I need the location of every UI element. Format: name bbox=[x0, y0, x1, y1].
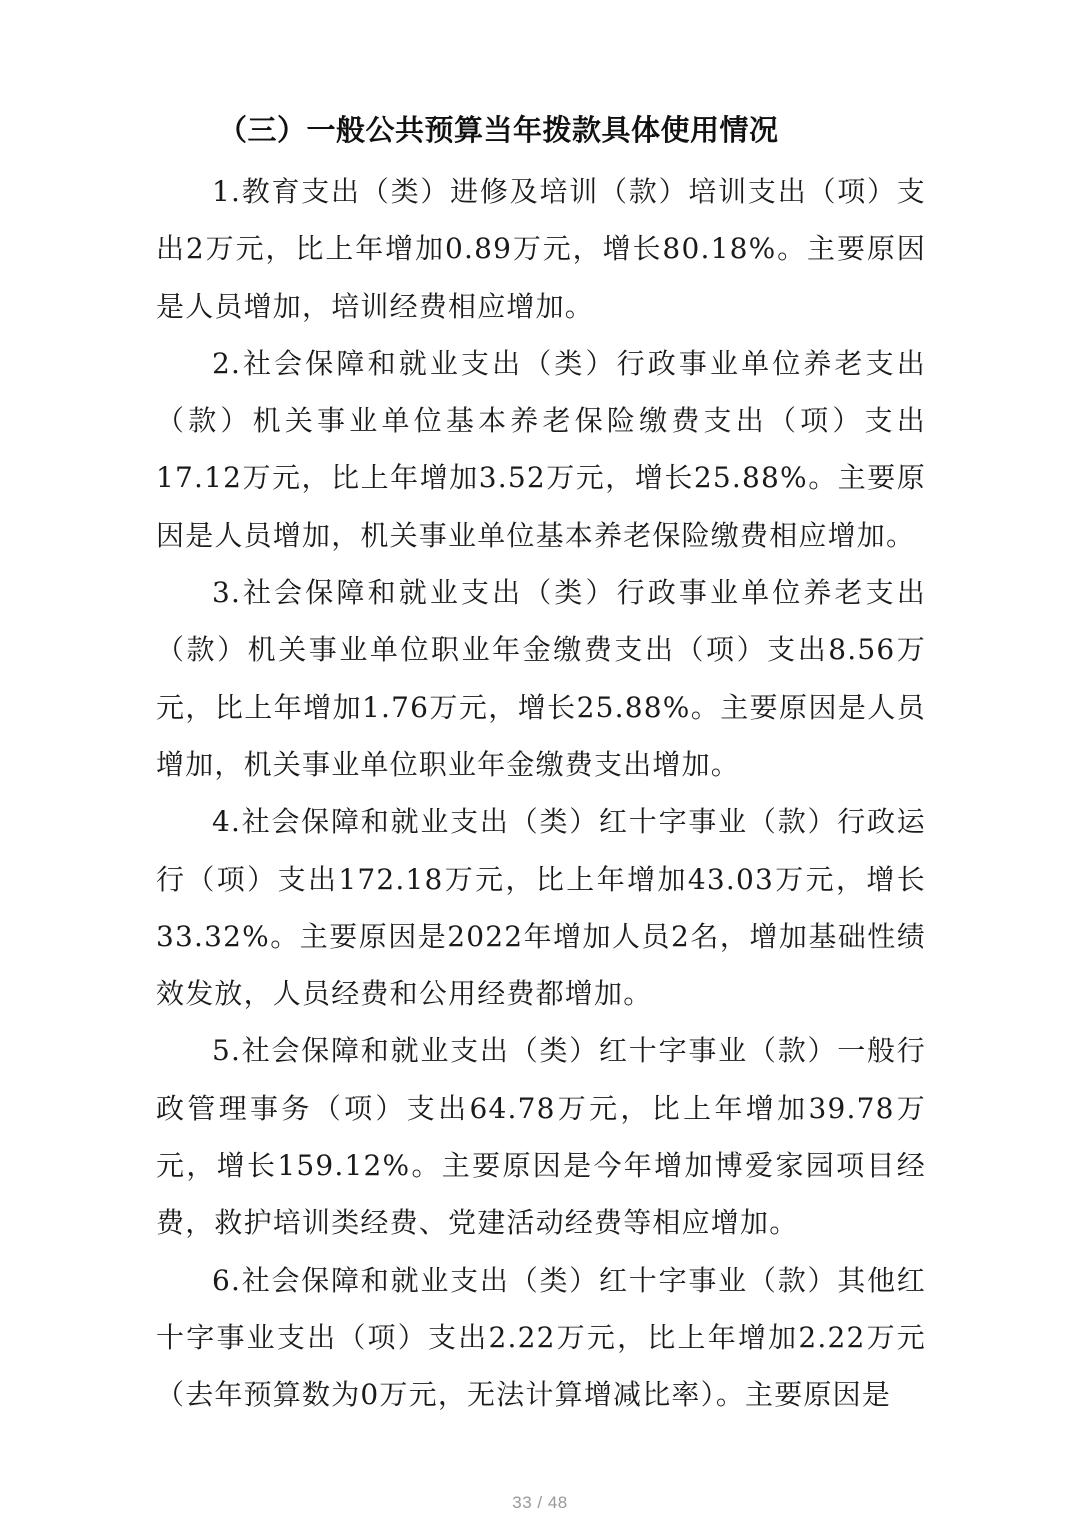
paragraph-item-5: 5.社会保障和就业支出（类）红十字事业（款）一般行政管理事务（项）支出64.78万元，比上年增加39.78万元，增长159.12%。主要原因是今年增加博爱家园项目经费，救护培训类经费、党建活动经费等相应增加。 bbox=[156, 1034, 926, 1240]
paragraph-item-6: 6.社会保障和就业支出（类）红十字事业（款）其他红十字事业支出（项）支出2.22万元，比上年增加2.22万元（去年预算数为0万元，无法计算增减比率）。主要原因是 bbox=[156, 1263, 926, 1412]
paragraph-item-4: 4.社会保障和就业支出（类）红十字事业（款）行政运行（项）支出172.18万元，比上年增加43.03万元，增长33.32%。主要原因是2022年增加人员2名，增加基础性绩效发放，人员经费和公用经费都增加。 bbox=[156, 805, 926, 1011]
body-text bbox=[156, 163, 926, 1424]
paragraph-item-2: 2.社会保障和就业支出（类）行政事业单位养老支出（款）机关事业单位基本养老保险缴费支出（项）支出17.12万元，比上年增加3.52万元，增长25.88%。主要原因是人员增加，机关事业单位基本养老保险缴费相应增加。 bbox=[156, 346, 926, 552]
paragraph-item-3: 3.社会保障和就业支出（类）行政事业单位养老支出（款）机关事业单位职业年金缴费支出（项）支出8.56万元，比上年增加1.76万元，增长25.88%。主要原因是人员增加，机关事业单位职业年金缴费支出增加。 bbox=[156, 576, 926, 781]
page-number: 33 / 48 bbox=[512, 1493, 568, 1512]
paragraph-item-1: 1.教育支出（类）进修及培训（款）培训支出（项）支出2万元，比上年增加0.89万元，增长80.18%。主要原因是人员增加，培训经费相应增加。 bbox=[156, 175, 926, 323]
section-heading: （三）一般公共预算当年拨款具体使用情况 bbox=[218, 113, 779, 147]
